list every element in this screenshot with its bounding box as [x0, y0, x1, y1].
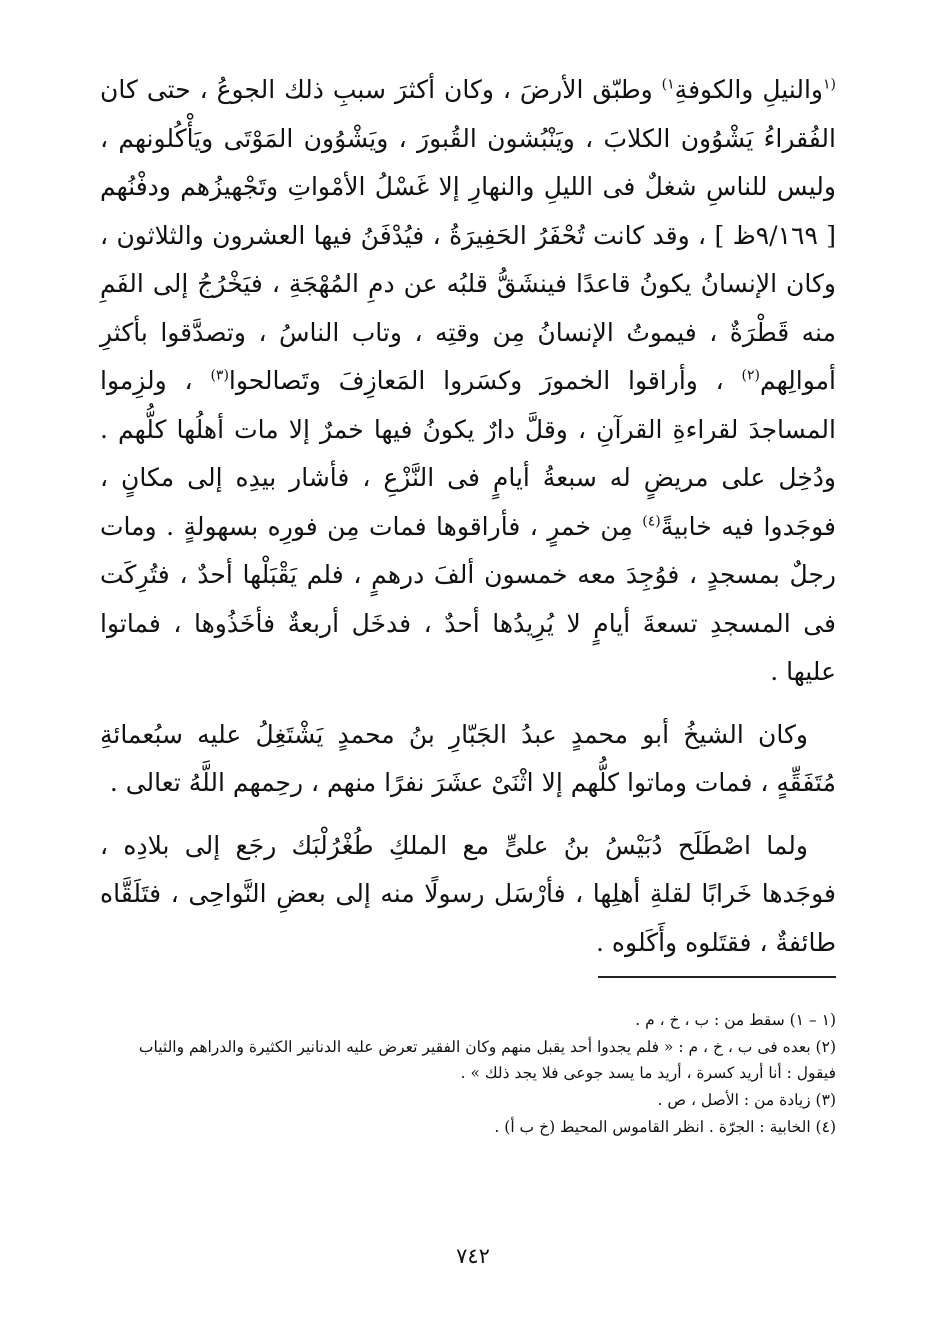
- page-number: ٧٤٢: [456, 1244, 490, 1268]
- footnote-marker-4: (٤): [642, 513, 661, 530]
- paragraph-dubays: ولما اصْطَلَح دُبَيْسُ بنُ علىٍّ مع الملكِ طُغْرُلْبَك رجَع إلى بلادِه ، فوجَدها خَرابًا لقلةِ أهلِها ، فأرْسَل رسولًا منه إلى بعضِ النَّواحِى ، فتَلَقَّاه طائفةٌ ، فقتَلوه وأَكَلوه .: [100, 830, 836, 957]
- footnotes: [100, 1007, 836, 1141]
- paragraph-famine-part-1: والنيلِ والكوفةِ: [674, 75, 823, 104]
- footnote-4: (٤) الخابية : الجرّة . انظر القاموس المحيط (خ ب أ) .: [494, 1118, 836, 1136]
- footnote-2: (٢) بعده فى ب ، خ ، م : « فلم يجدوا أحد يقبل منهم وكان الفقير تعرض عليه الدنانير الكثيرة والدراهم والثياب فيقول : أنا أريد كسرة ، أريد ما يسد جوعى فلا يجد ذلك » .: [138, 1038, 836, 1082]
- footnote-marker-2: (٢): [741, 367, 761, 384]
- paragraph-famine-part-5: مِن خمرٍ ، فأراقوها فمات مِن فورِه بسهولةٍ . ومات رجلٌ بمسجدٍ ، فوُجِدَ معه خمسون ألفَ درهمٍ ، فلم يَقْبَلْها أحدٌ ، فتُرِكَت فى المسجدِ تسعةَ أيامٍ لا يُرِيدُها أحدٌ ، فدخَل أربعةٌ فأخَذُوها ، فماتوا عليها .: [100, 511, 837, 686]
- footnote-divider: [598, 976, 836, 978]
- paragraph-famine-part-2: وطبّق الأرضَ ، وكان أكثرَ سببِ ذلك الجوعُ ، حتى كان الفُقراءُ يَشْوُون الكلابَ ، ويَنْبُشون القُبورَ ، ويَشْوُون المَوْتَى ويَأْكُلونهم ، وليس للناسِ شغلٌ فى الليلِ والنهارِ إلا غَسْلُ الأمْواتِ وتَجْهيزُهم ودفْنُهم [ ٩/١٦٩ظ ] ، وقد كانت تُحْفَرُ الحَفِيرَةُ ، فيُدْفَنُ فيها العشرون والثلاثون ، وكان الإنسانُ يكونُ قاعدًا فينشَقُّ قلبُه عن دمِ المُهْجَةِ ، فيَخْرُجُ إلى الفَمِ منه قَطْرَةٌ ، فيموتُ الإنسانُ مِن وقتِه ، وتاب الناسُ ، وتصدَّقوا بأكثرِ أموالِهم: [100, 75, 836, 395]
- paragraph-sheikh: وكان الشيخُ أبو محمدٍ عبدُ الجَبّارِ بنُ محمدٍ يَشْتَغِلُ عليه سبُعمائةِ مُتَفَقِّهٍ ، فمات وماتوا كلُّهم إلا اثْنَىْ عشَرَ نفرًا منهم ، رحِمهم اللَّهُ تعالى .: [100, 719, 836, 797]
- footnote-3: (٣) زيادة من : الأصل ، ص .: [657, 1091, 836, 1109]
- paragraph-famine: [100, 66, 836, 697]
- footnote-marker-1-close: ١): [661, 76, 675, 93]
- footnote-1: (١ – ١) سقط من : ب ، خ ، م .: [635, 1011, 836, 1029]
- paragraph-famine-part-4: ، ولزِموا المساجدَ لقراءةِ القرآنِ ، وقلَّ دارٌ يكونُ فيها خمرٌ إلا مات أهلُها كلُّهم . ودُخِل على مريضٍ له سبعةُ أيامٍ فى النَّزْعِ ، فأشار بيدِه إلى مكانٍ ، فوجَدوا فيه خابيةً: [100, 366, 837, 541]
- paragraph-famine-part-3: ، وأراقوا الخمورَ وكسَروا المَعازِفَ وتَصالحوا: [228, 366, 724, 395]
- footnote-marker-1-open: (١: [823, 76, 836, 93]
- footnote-marker-3: (٣): [210, 367, 229, 384]
- main-text: [100, 66, 836, 967]
